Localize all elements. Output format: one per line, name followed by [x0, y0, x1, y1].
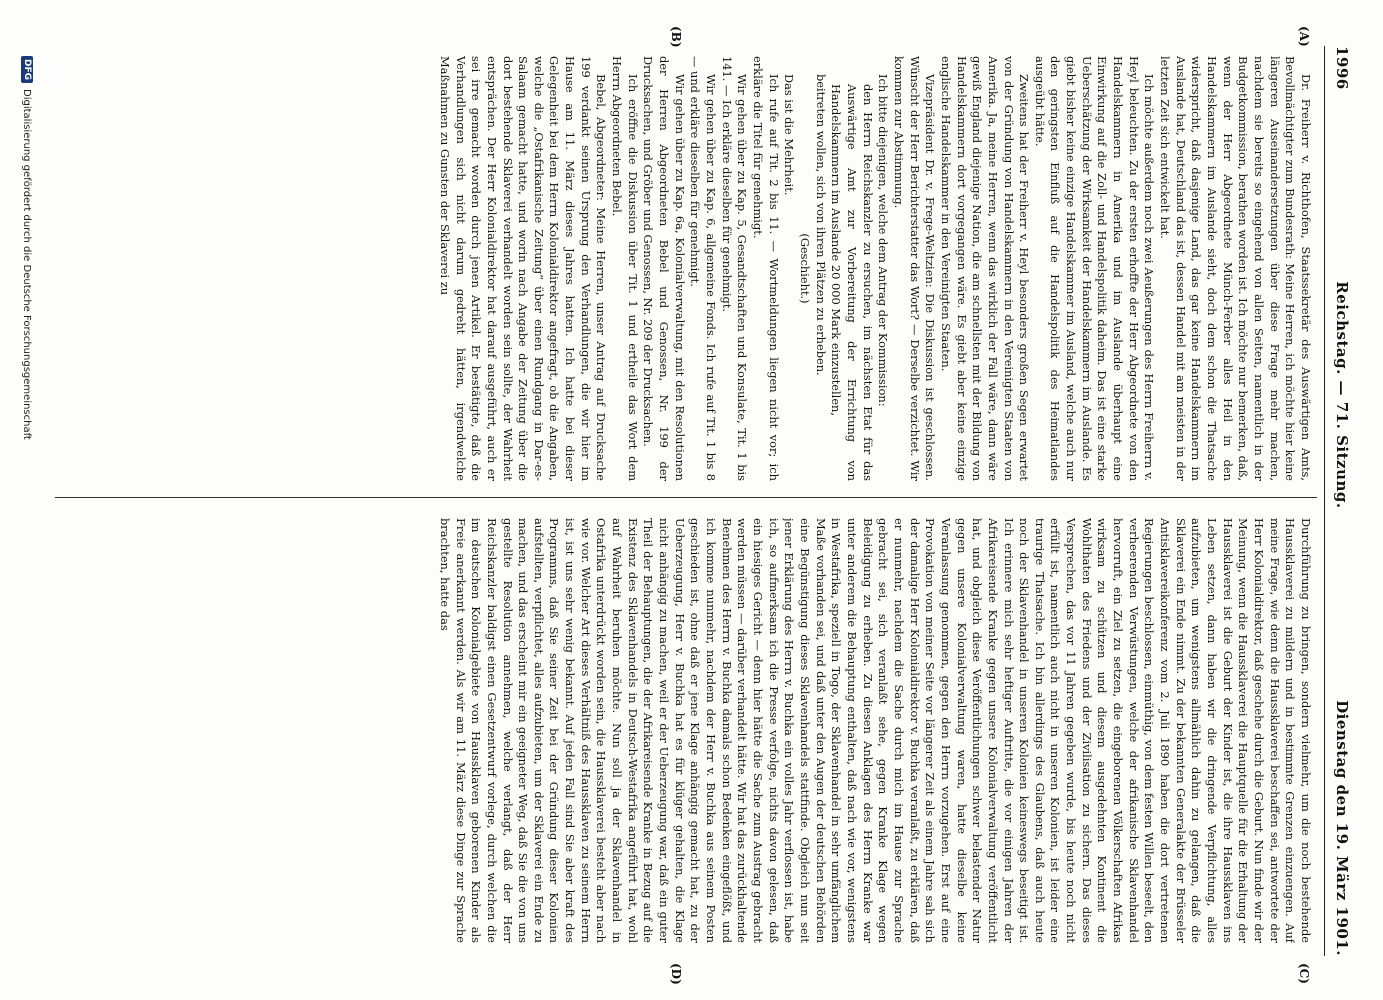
paragraph: Durchführung zu bringen, sondern vielmehr, um die noch bestehende Haussklaverei zu mildern und in bestimmte Grenzen einzuengen. Auf meine Frage, wie denn die Haussklaverei beschaffen sei, antwortete der Herr Kolonialdirektor, daß geschehe durch die Geburt. Nun finde wir der Meinung, wenn die Haussklaverei die Hauptquelle für die Erhaltung der Haussklaverei ist die Geburt der Kinder ist, die ihre Haussklaven ins Leben setzen, dann haben wir die dringende Verpflichtung, alles aufzubieten, um wenigstens allmählich dahin zu gelangen, daß die Sklaverei ein Ende nimmt. Zu der bekannten Generalakte der Brüsseler Antisklavereikonferenz vom 2. Juli 1890 haben die dort vertretenen Regierungen beschlossen, einmüthig, von dem festen Willen beseelt, den verheerenden Verwüstungen, welche der afrikanische Sklavenhandel hervorruft, ein Ziel zu setzen, die eingeborenen Völkerschaften Afrikas wirksam zu schützen und diesem ausgedehnten Kontinent die Wohlthaten des Friedens und der Zivilisation zu sichern. Das dieses Versprechen, das vor 11 Jahren gegeben wurde, bis heute noch nicht erfüllt ist, namentlich auch nicht in unseren Kolonien, ist leider eine traurige Thatsache. Ich bin allerdings des Glaubens, daß auch heute noch der Sklavenhandel in unseren Kolonien keineswegs beseitigt ist. Ich erinnere mich sehr heftiger Auftritte, die vor einigen Jahren der Afrikareisende Kranke gegen unsere Kolonialverwaltung veröffentlicht hat, und obgleich diese Veröffentlichungen schwer belastender Natur gegen unsere Kolonialverwaltung waren, hatte dieselbe keine Veranlassung genommen, gegen den Herrn vorzugehen. Erst auf eine Provokation von meiner Seite vor längerer Zeit als einem Jahre sah sich der damalige Herr Kolonialdirektor v. Buchka veranlaßt, zu erklären, daß er nunmehr, nachdem die Sache durch mich im Hause zur Sprache gebracht sei, sich veranlaßt sehe, gegen Kranke Klage wegen Beleidigung zu erheben. Zu diesen Anklagen des Herrn Kranke war unter anderem die Behauptung enthalten, daß nach wie vor, wenigstens in Westafrika, speziell in Togo, der Sklavenhandel in sehr umfänglichem Maße vorhanden sei, und daß unter den Augen der deutschen Behörden eine Begünstigung dieses Sklavenhandels stattfinde. Obgleich nun seit jener Erklärung des Herrn v. Buchka ein volles Jahr verflossen ist, habe ich, so aufmerksam ich die Presse verfolge, nichts davon gelesen, daß ein hiesiges Gericht — denn hier hätte die Sache zum Austrag gebracht werden müssen — darüber verhandelt hätte. Wir hat das zurückhaltende Benehmen des Herrn v. Buchka damals schon Bedenken eingeflößt, und ich komme nunmehr, nachdem der Herr v. Buchka aus seinem Posten geschieden ist, ohne daß er jene Klage anhängig gemacht hat, zu der Ueberzeugung, Herr v. Buchka hat es für klüger gehalten, die Klage nicht anhängig zu machen, weil er der Ueberzeugung war, daß ein guter Theil der Behauptungen, die der Afrikareisende Kranke in Bezug auf die Existenz des Sklavenhandels in Deutsch-Westafrika angeführt hat, wohl auf Wahrheit beruhen möchte. Nun soll ja der Sklavenhandel in Ostafrika unterdrückt worden sein, die Haussklaverei besteht aber nach wie vor. Welcher Art dieses Verhältniß des Haussklaven zu seinem Herrn ist, ist uns sehr wenig bekannt. Auf jeden Fall sind Sie aber kraft des Programms, daß Sie seiner Zeit bei der Gründung dieser Kolonien aufstellten, verpflichtet, alles aufzubieten, um der Sklaverei ein Ende zu machen, und das erscheint mir ein geeigneter Weg, daß Sie die von uns gestellte Resolution annehmen, welche verlangt, daß der Herr Reichskanzler baldigst einen Gesetzentwurf vorlege, durch welchen die im deutschen Kolonialgebiete von Haussklaven geborenen Kinder als Freie anerkannt werden. Als wir am 11. März diese Dinge zur Sprache brachten, hatte das	[437, 518, 1313, 943]
paragraph: Vizepräsident Dr. v. Frege-Weltzien: Die Diskussion ist geschlossen. Wünscht der Herr Berichterstatter das Wort? — Derselbe verzichtet. Wir kommen zur Abstimmung.	[891, 56, 938, 481]
header-rule	[1324, 46, 1325, 956]
paragraph: Bebel, Abgeordneter: Meine Herren, unser Antrag auf Drucksache 199 verdankt seinen Ursprung den Verhandlungen, die wir hier im Hause am 11. März dieses Jahres hatten. Ich hatte bei dieser Gelegenheit bei dem Herrn Kolonialdirektor angefragt, ob die Angaben, welche die „Ostafrikanische Zeitung“ über einen Rundgang in Dar-es-Salaam gemacht hatte, und worin nach Angabe der Zeitung über die dort bestehende Sklaverei verhandelt worden sein sollte, der Wahrheit entsprächen. Der Herr Kolonialdirektor hat darauf ausgeführt, auch er sei irre gemacht worden durch jenen Artikel. Er bestätigte, daß die Verhandlungen sich nicht darum gedreht hätten, irgendwelche Maßnahmen zu Gunsten der Sklaverei zu	[437, 56, 609, 481]
paragraph: Wir gehen über zu Kap. 5, Gesandtschaften und Konsulate, Tit. 1 bis 141. — Ich erkläre dieselben für genehmigt.	[719, 56, 750, 481]
dfg-logo: DFG	[21, 56, 33, 83]
margin-mark-a: (A)	[1297, 26, 1311, 47]
left-column	[63, 56, 1313, 481]
paragraph: den Herrn Reichskanzler zu ersuchen, im nächsten Etat für das Auswärtige Amt zur Vorbereitung der Errichtung von Handelskammern im Auslande 20 000 Mark einzustellen,	[829, 84, 875, 481]
paragraph: Dr. Freiherr v. Richthofen, Staatssekretär des Auswärtigen Amts, Bevollmächtigter zum Bundesrath: Meine Herren, ich möchte hier keine längeren Auseinandersetzungen über diese Frage mehr machen, nachdem sie bereits so eingehend von allen Seiten, namentlich in der Budgetkommission, berathen worden ist. Ich möchte nur bemerken, daß, wenn der Herr Abgeordnete Münch-Ferber alles Heil in den Handelskammern im Auslande sieht, doch dem schon die Thatsache widerspricht, daß dasjenige Land, das gar keine Handelskammern im Auslande hat, Deutschland das ist, dessen Handel mit am meisten in der letzten Zeit sich entwickelt hat.	[1158, 56, 1313, 481]
right-column	[63, 518, 1313, 943]
paragraph: (Geschieht.)	[798, 233, 812, 304]
paragraph: Zweitens hat der Freiherr v. Heyl besonders großen Segen erwartet von der Gründung von Handelskammern in den Vereinigten Staaten von Amerika. Ja, meine Herren, wenn das wirklich der Fall wäre, dann wäre gewiß England diejenige Nation, die am schnellsten mit der Bildung von Handelskammern dort vorgegangen wäre. Es giebt aber keine einzige englische Handelskammer in den Vereinigten Staaten.	[938, 56, 1032, 481]
paragraph: Ich rufe auf Tit. 2 bis 11. — Wortmeldungen liegen nicht vor; ich erkläre die Titel für genehmigt.	[751, 56, 781, 481]
footer-text: Digitalisierung gefördert durch die Deutsche Forschungsgemeinschaft	[21, 89, 33, 440]
page-number: 1996	[1333, 46, 1351, 90]
paragraph: Wir gehen über zu Kap. 6, allgemeine Fonds. Ich rufe auf Tit. 1 bis 8 — und erkläre dieselben für genehmigt.	[688, 56, 719, 481]
header-title: Reichstag. — 71. Sitzung.	[1333, 281, 1351, 509]
paragraph: Ich eröffne die Diskussion über Tit. 1 und ertheile das Wort dem Herrn Abgeordneten Bebel.	[610, 56, 640, 481]
paragraph: Ich möchte außerdem noch zwei Aeußerungen des Herrn Freiherrn v. Heyl beleuchten. Zu der ersten erhoffte der Herr Abgeordnete von den Handelskammern in Amerika und im Auslande überhaupt eine Einwirkung auf die Zoll- und Handelspolitik daheim. Das ist eine starke Ueberschätzung der Wirksamkeit der Handelskammern im Auslande. Es giebt bisher keine einzige Handelskammer im Ausland, welche auch nur den geringsten Einfluß auf die Handelspolitik des Heimatlandes ausgeübt hätte.	[1032, 56, 1157, 481]
margin-mark-d: (D)	[669, 963, 683, 985]
page-header	[1329, 46, 1355, 956]
header-date: Dienstag den 19. März 1901.	[1333, 700, 1351, 956]
paragraph: Das ist die Mehrheit.	[782, 74, 797, 196]
paragraph: beitreten wollen, sich von ihren Plätzen zu erheben.	[813, 74, 828, 376]
margin-mark-c: (C)	[1297, 963, 1311, 984]
column-divider	[55, 497, 1317, 498]
paragraph: Ich bitte diejenigen, welche dem Antrag der Kommission:	[876, 74, 891, 407]
page-footer	[17, 56, 37, 946]
margin-mark-b: (B)	[669, 26, 683, 48]
paragraph: Wir gehen über zu Kap. 6a, Kolonialverwaltung, mit den Resolutionen der Herren Abgeordneten Bebel und Genossen, Nr. 199 der Drucksachen, und Gröber und Genossen, Nr. 209 der Drucksachen.	[641, 56, 687, 481]
